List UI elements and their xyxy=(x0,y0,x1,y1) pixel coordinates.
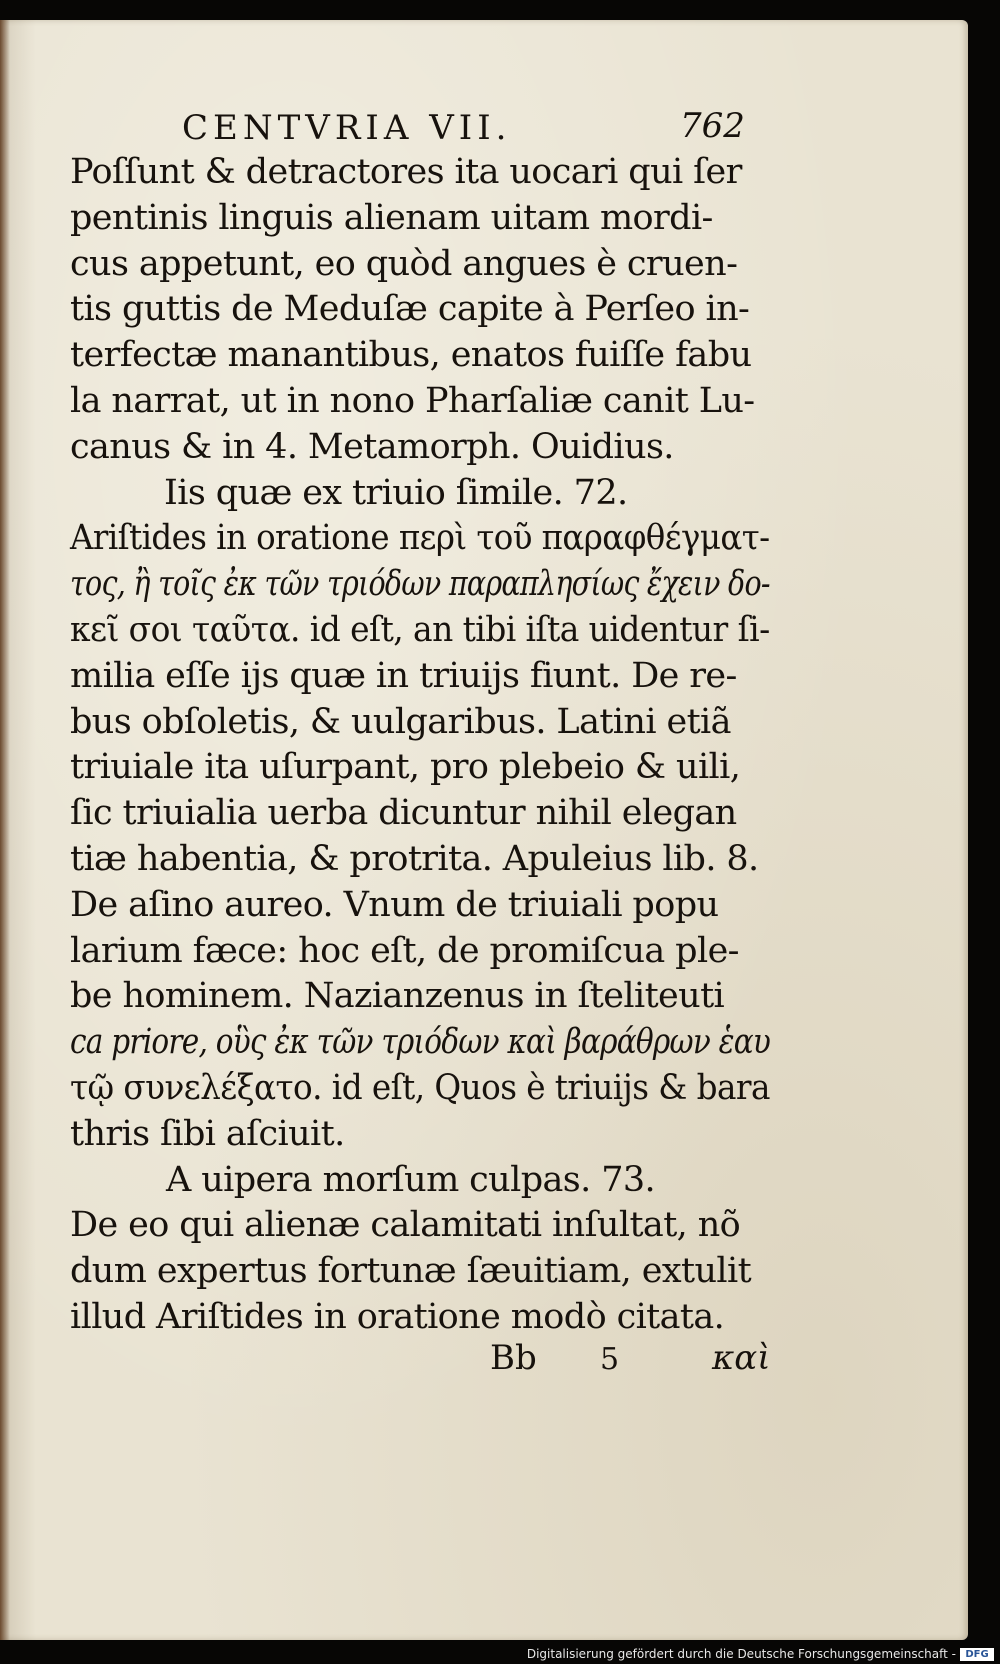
text-line: Poſſunt & detractores ita uocari qui ſer xyxy=(70,152,742,192)
text-line: bus obſoletis, & uulgaribus. Latini etiã xyxy=(70,701,731,742)
funding-credit: Digitalisierung gefördert durch die Deutsche Forschungsgemeinschaft - xyxy=(526,1647,956,1661)
page-binding-edge xyxy=(0,20,10,1640)
text-line: tiæ habentia, & protrita. Apuleius lib. 8. xyxy=(70,838,759,879)
text-line: canus & in 4. Metamorph. Ouidius. xyxy=(70,426,674,467)
text-line: A uipera morſum culpas. 73. xyxy=(166,1159,656,1200)
text-line: ſic triuialia uerba dicuntur nihil elegan xyxy=(70,793,737,834)
signature-number: 5 xyxy=(600,1342,620,1377)
signature-mark: Bb xyxy=(490,1338,537,1378)
text-line: be hominem. Nazianzenus in ſteliteuti xyxy=(70,976,725,1017)
dfg-logo: DFG xyxy=(960,1648,994,1661)
text-line: thris ſibi aſciuit. xyxy=(70,1113,345,1154)
text-line: tis guttis de Meduſæ capite à Perſeo in- xyxy=(70,289,750,330)
text-line: ca priore, οὓς ἐκ τῶν τριόδων καὶ βαράθρων ἑαυ xyxy=(70,1022,771,1063)
text-line: Ariſtides in oratione περὶ τοῦ παραφθέγματ- xyxy=(70,518,770,559)
text-line: la narrat, ut in nono Pharſaliæ canit Lu- xyxy=(70,380,755,421)
text-line: pentinis linguis alienam uitam mordi- xyxy=(70,197,713,238)
running-head: CENTVRIA VII. xyxy=(182,108,512,148)
text-line: milia eſſe ijs quæ in triuijs fiunt. De re- xyxy=(70,655,737,696)
page-body-text xyxy=(70,150,770,1341)
text-line: triuiale ita uſurpant, pro plebeio & uili, xyxy=(70,747,741,788)
text-line: κεῖ σοι ταῦτα. id eſt, an tibi iſta uidentur ſi- xyxy=(70,609,770,650)
text-line: De eo qui alienæ calamitati inſultat, nõ xyxy=(70,1205,741,1246)
text-line: Iis quæ ex triuio ſimile. 72. xyxy=(164,472,628,513)
text-line: τῷ συνελέξατο. id eſt, Quos è triuijs & bara xyxy=(70,1067,770,1108)
text-line: cus appetunt, eo quòd angues è cruen- xyxy=(70,243,738,284)
catchline xyxy=(0,1338,1000,1382)
text-line: larium fæce: hoc eſt, de promiſcua ple- xyxy=(70,930,739,971)
text-line: De aſino aureo. Vnum de triuiali popu xyxy=(70,884,719,925)
page-number: 762 xyxy=(680,106,745,146)
text-line: terfectæ manantibus, enatos fuiſſe fabu xyxy=(70,335,752,376)
text-line: illud Ariſtides in oratione modò citata. xyxy=(70,1296,725,1337)
catchword: καὶ xyxy=(712,1338,771,1378)
text-line: τος, ἢ τοῖς ἐκ τῶν τριόδων παραπλησίως ἔχειν δο- xyxy=(70,564,770,605)
text-line: dum expertus fortunæ ſæuitiam, extulit xyxy=(70,1251,752,1292)
